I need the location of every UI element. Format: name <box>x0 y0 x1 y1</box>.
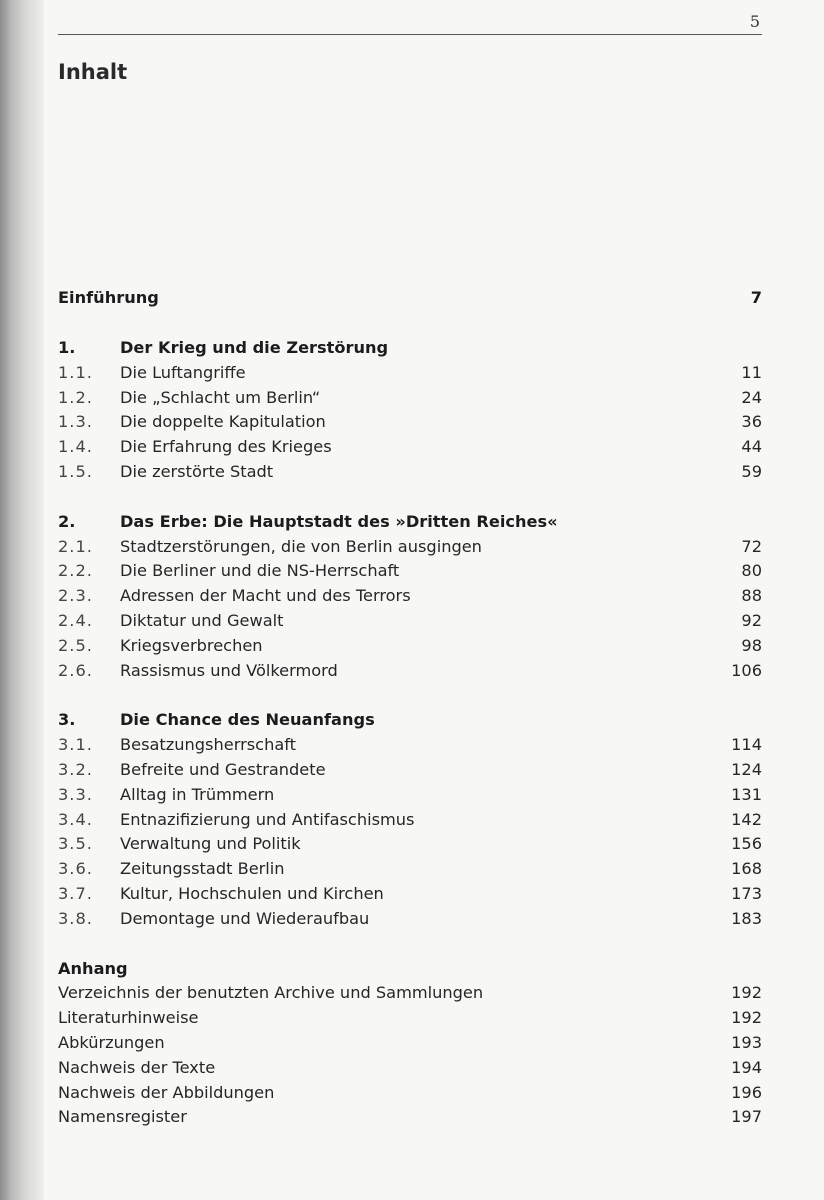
toc-entry-number: 2.4. <box>58 610 93 630</box>
toc-entry-page: 59 <box>741 461 762 481</box>
toc-entry-page: 88 <box>741 586 762 606</box>
toc-entry[interactable] <box>58 634 762 659</box>
toc-entry-number: 3.7. <box>58 883 93 903</box>
toc-entry-number: 3.1. <box>58 735 93 755</box>
toc-entry-number: 2.6. <box>58 660 93 680</box>
toc-entry[interactable] <box>58 907 762 932</box>
appendix-entry[interactable] <box>58 981 762 1006</box>
toc-entry[interactable] <box>58 559 762 584</box>
appendix-entry-label: Literaturhinweise <box>58 1008 199 1028</box>
toc-entry-number: 3.4. <box>58 809 93 829</box>
toc-entry-number: 3.8. <box>58 908 93 928</box>
toc-entry-number: 3.5. <box>58 834 93 854</box>
toc-entry-number: 1.4. <box>58 437 93 457</box>
toc-intro-page: 7 <box>750 288 762 307</box>
appendix-entry[interactable] <box>58 1081 762 1106</box>
chapter-heading[interactable] <box>58 708 762 733</box>
appendix-entry[interactable] <box>58 1006 762 1031</box>
toc-entry[interactable] <box>58 535 762 560</box>
toc-entry-number: 2.1. <box>58 536 93 556</box>
toc-entry-page: 168 <box>731 859 762 879</box>
chapter-heading[interactable] <box>58 336 762 361</box>
toc-entry[interactable] <box>58 808 762 833</box>
appendix-heading[interactable] <box>58 957 762 982</box>
appendix-entry-page: 192 <box>731 983 762 1003</box>
chapter-number: 1. <box>58 338 76 357</box>
toc-entry[interactable] <box>58 584 762 609</box>
page-title: Inhalt <box>58 60 128 84</box>
page-number: 5 <box>749 12 760 31</box>
toc-entry-number: 2.3. <box>58 586 93 606</box>
appendix-entry-page: 193 <box>731 1032 762 1052</box>
toc-entry[interactable] <box>58 832 762 857</box>
toc-entry-label: Kriegsverbrechen <box>120 635 263 655</box>
book-gutter-shadow <box>0 0 44 1200</box>
chapter-title: Der Krieg und die Zerstörung <box>120 338 389 357</box>
appendix-entry-page: 197 <box>731 1107 762 1127</box>
header-rule <box>58 34 762 35</box>
toc-entry-label: Stadtzerstörungen, die von Berlin ausgingen <box>120 536 482 556</box>
chapter-title: Das Erbe: Die Hauptstadt des »Dritten Reiches« <box>120 511 558 531</box>
toc-entry[interactable] <box>58 609 762 634</box>
toc-entry-page: 142 <box>731 809 762 829</box>
appendix-entry[interactable] <box>58 1031 762 1056</box>
toc-entry-label: Rassismus und Völkermord <box>120 660 338 680</box>
toc-entry-label: Demontage und Wiederaufbau <box>120 908 370 928</box>
toc-entry[interactable] <box>58 733 762 758</box>
toc-entry-label: Befreite und Gestrandete <box>120 759 326 779</box>
appendix-entry-label: Namensregister <box>58 1107 187 1127</box>
toc-entry-page: 173 <box>731 883 762 903</box>
toc-entry-number: 1.5. <box>58 461 93 481</box>
toc-entry[interactable] <box>58 857 762 882</box>
toc-entry-label: Kultur, Hochschulen und Kirchen <box>120 883 384 903</box>
toc-entry-label: Entnazifizierung und Antifaschismus <box>120 809 415 829</box>
toc-entry[interactable] <box>58 410 762 435</box>
toc-entry-page: 156 <box>731 834 762 854</box>
toc-entry-page: 24 <box>741 387 762 407</box>
chapter-heading[interactable] <box>58 510 762 535</box>
toc-entry-number: 2.5. <box>58 635 93 655</box>
toc-intro-label: Einführung <box>58 288 159 307</box>
toc-entry-page: 11 <box>741 362 762 382</box>
toc-entry-page: 44 <box>741 437 762 457</box>
toc-entry-label: Die zerstörte Stadt <box>120 461 274 481</box>
toc-entry[interactable] <box>58 783 762 808</box>
toc-entry[interactable] <box>58 435 762 460</box>
toc-entry-label: Alltag in Trümmern <box>120 784 275 804</box>
toc-entry-label: Die Erfahrung des Krieges <box>120 437 332 457</box>
toc-entry-label: Besatzungsherrschaft <box>120 735 297 755</box>
toc-entry-page: 183 <box>731 908 762 928</box>
toc-entry-label: Zeitungsstadt Berlin <box>120 859 285 879</box>
toc-entry-page: 36 <box>741 412 762 432</box>
toc-entry-label: Diktatur und Gewalt <box>120 610 284 630</box>
toc-entry-page: 98 <box>741 635 762 655</box>
toc-entry[interactable] <box>58 386 762 411</box>
appendix-title: Anhang <box>58 958 128 978</box>
toc-entry[interactable] <box>58 758 762 783</box>
toc-entry-page: 80 <box>741 561 762 581</box>
toc-entry-number: 1.1. <box>58 362 93 382</box>
appendix-entry-page: 196 <box>731 1082 762 1102</box>
chapter-title: Die Chance des Neuanfangs <box>120 710 375 730</box>
toc-entry-label: Adressen der Macht und des Terrors <box>120 586 411 606</box>
toc-entry-page: 106 <box>731 660 762 680</box>
toc-entry-number: 1.2. <box>58 387 93 407</box>
toc-entry-label: Die Berliner und die NS-Herrschaft <box>120 561 400 581</box>
appendix-entry-label: Abkürzungen <box>58 1032 165 1052</box>
appendix-entry-page: 194 <box>731 1057 762 1077</box>
toc-entry-page: 114 <box>731 735 762 755</box>
appendix-entry[interactable] <box>58 1056 762 1081</box>
toc-entry-label: Die doppelte Kapitulation <box>120 412 326 432</box>
toc-entry-number: 1.3. <box>58 412 93 432</box>
toc-entry[interactable] <box>58 361 762 386</box>
toc-entry-number: 3.6. <box>58 859 93 879</box>
toc-entry-page: 92 <box>741 610 762 630</box>
toc-entry-label: Verwaltung und Politik <box>120 834 301 854</box>
table-of-contents <box>58 285 762 1130</box>
toc-entry-page: 72 <box>741 536 762 556</box>
toc-entry-label: Die „Schlacht um Berlin“ <box>120 387 321 407</box>
toc-entry-label: Die Luftangriffe <box>120 362 246 382</box>
toc-entry-page: 131 <box>731 784 762 804</box>
chapter-number: 3. <box>58 710 76 730</box>
appendix-entry-label: Verzeichnis der benutzten Archive und Sammlungen <box>58 983 484 1003</box>
appendix-entry-label: Nachweis der Texte <box>58 1057 216 1077</box>
appendix-entry[interactable] <box>58 1105 762 1130</box>
toc-entry-page: 124 <box>731 759 762 779</box>
toc-entry[interactable] <box>58 659 762 684</box>
toc-entry-number: 2.2. <box>58 561 93 581</box>
toc-entry-number: 3.3. <box>58 784 93 804</box>
toc-entry[interactable] <box>58 460 762 485</box>
toc-entry[interactable] <box>58 882 762 907</box>
toc-intro[interactable] <box>58 285 762 311</box>
toc-entry-number: 3.2. <box>58 759 93 779</box>
chapter-number: 2. <box>58 511 76 531</box>
appendix-entry-page: 192 <box>731 1008 762 1028</box>
appendix-entry-label: Nachweis der Abbildungen <box>58 1082 275 1102</box>
